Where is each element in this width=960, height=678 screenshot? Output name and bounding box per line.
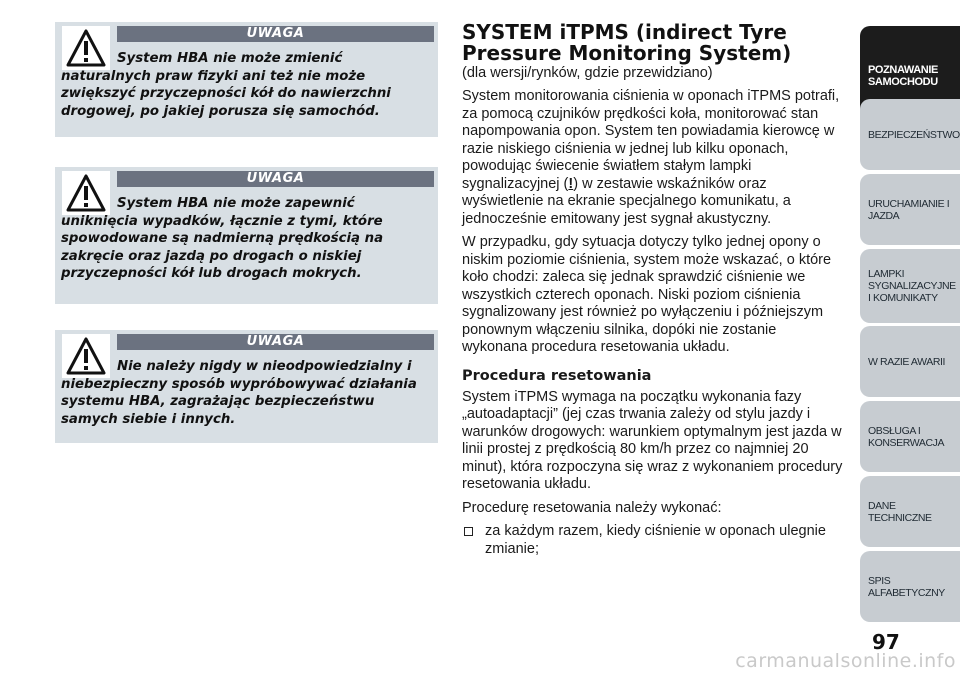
section-subtitle: (dla wersji/rynków, gdzie przewidziano)	[462, 65, 713, 81]
itpms-section	[462, 22, 844, 558]
paragraph-intro	[462, 88, 844, 228]
page-number: 97	[872, 630, 900, 654]
tyre-pressure-warning-icon: !	[568, 175, 574, 192]
warning-text: System HBA nie może zapewnić uniknięcia wypadków, łącznie z tymi, które spowodowane są nadmierną prędkością na zakręcie oraz jazdą po drogach o niskiej przyczepności kół lub drogach mokrych.	[61, 196, 384, 281]
paragraph-intro-part-1: System monitorowania ciśnienia w oponach iTPMS potrafi, za pomocą czujników prędkości koła, monitorować stan napompowania opon. System ten powiadamia kierowcę w razie niskiego ciśnienia w jednej lub kilku oponach, powodując świecenie światłem stałym lampki sygnalizacyjnej (	[462, 88, 840, 192]
warning-text: Nie należy nigdy w nieodpowiedzialny i niebezpieczny sposób wypróbowywać działania systemu HBA, zagrażając bezpieczeństwu samych siebie i innych.	[61, 359, 417, 427]
warning-box-3	[55, 330, 438, 443]
checkbox-bullet-icon	[464, 527, 473, 536]
warning-header: UWAGA	[117, 334, 434, 350]
paragraph-single-tyre: W przypadku, gdy sytuacja dotyczy tylko jednej opony o niskim poziomie ciśnienia, system może wskazać, o które koło chodzi: zaleca się jednak sprawdzić ciśnienie we wszystkich czterech oponach. Niski poziom ciśnienia sygnalizowany jest również po wyłączeniu i późniejszym ponownym włączeniu silnika, dopóki nie zostanie wykonana procedura resetowania układu.	[462, 234, 832, 355]
tab-label: DANE TECHNICZNE	[868, 499, 932, 524]
tab-label: OBSŁUGA I KONSERWACJA	[868, 424, 945, 449]
tab-obsluga-i-konserwacja[interactable]	[860, 401, 960, 472]
warning-header: UWAGA	[117, 171, 434, 187]
tab-uruchamianie-i-jazda[interactable]	[860, 174, 960, 245]
tab-label: LAMPKI SYGNALIZACYJNE I KOMUNIKATY	[868, 268, 956, 304]
subheading-reset-procedure: Procedura resetowania	[462, 367, 652, 384]
paragraph-intro-part-2: ) w zestawie wskaźników oraz wyświetlenie na ekranie specjalnego komunikatu, a jednocześnie emitowany jest sygnał akustyczny.	[462, 175, 791, 227]
list-item-text: za każdym razem, kiedy ciśnienie w oponach ulegnie zmianie;	[485, 523, 826, 557]
tab-bezpieczenstwo[interactable]	[860, 99, 960, 170]
list-item	[462, 523, 844, 558]
tab-label: URUCHAMIANIE I JAZDA	[868, 197, 950, 222]
watermark: carmanualsonline.info	[735, 650, 956, 672]
tab-label: SPIS ALFABETYCZNY	[868, 574, 945, 599]
tab-lampki-sygnalizacyjne[interactable]	[860, 249, 960, 323]
warning-text: System HBA nie może zmienić naturalnych praw fizyki ani też nie może zwiększyć przyczepności kół do nawierzchni drogowej, po jakiej porusza się samochód.	[61, 51, 391, 119]
tab-w-razie-awarii[interactable]	[860, 326, 960, 397]
tab-spis-alfabetyczny[interactable]	[860, 551, 960, 622]
paragraph-reset-when: Procedurę resetowania należy wykonać:	[462, 499, 722, 516]
paragraph-autoadaptation: System iTPMS wymaga na początku wykonania fazy „autoadaptacji” (jej czas trwania zależy od stylu jazdy i warunków drogowych: warunkiem optymalnym jest jazda w linii prostej z prędkością 80 km/h przez co najmniej 20 minut), która rozpoczyna się wraz z wykonaniem procedury resetowania układu.	[462, 388, 843, 492]
section-title: SYSTEM iTPMS (indirect Tyre Pressure Monitoring System)	[462, 20, 792, 65]
tab-label: BEZPIECZEŃSTWO	[868, 128, 960, 141]
warning-header: UWAGA	[117, 26, 434, 42]
warning-box-2	[55, 167, 438, 304]
tab-label: W RAZIE AWARII	[868, 355, 946, 368]
chapter-tabs	[860, 0, 960, 678]
warning-box-1	[55, 22, 438, 137]
tab-dane-techniczne[interactable]	[860, 476, 960, 547]
tab-label: POZNAWANIE SAMOCHODU	[868, 64, 938, 88]
